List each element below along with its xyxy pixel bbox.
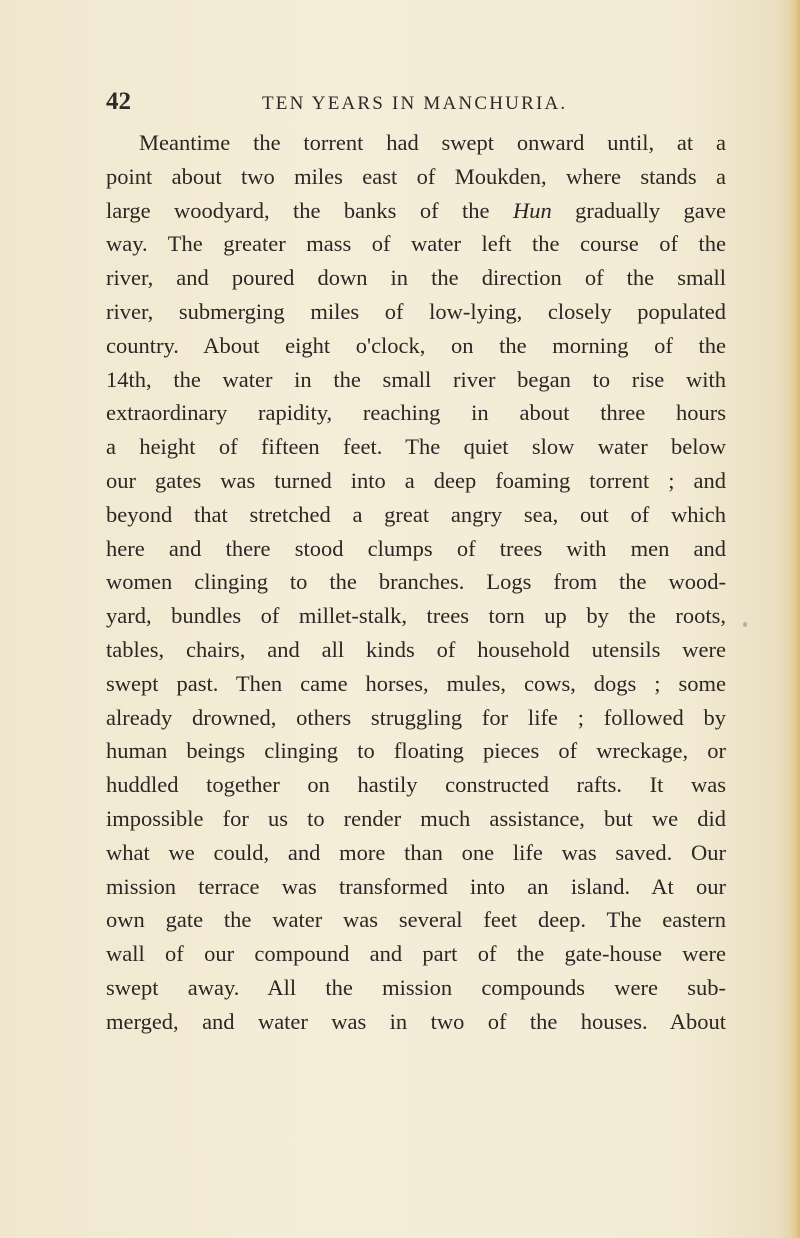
text-line: impossible for us to render much assistance, but we did — [106, 805, 726, 831]
text-line: Meantime the torrent had swept onward until, at a — [139, 130, 726, 155]
text-segment: gradually gave — [575, 197, 726, 223]
paper-speck — [743, 622, 747, 627]
text-line: merged, and water was in two of the houses. About — [106, 1008, 726, 1034]
text-line: human beings clinging to floating pieces of wreckage, or — [106, 738, 726, 764]
text-line: mission terrace was transformed into an island. At our — [106, 873, 726, 899]
text-segment: large woodyard, the banks of the — [106, 197, 490, 223]
text-line: wall of our compound and part of the gate-house were — [106, 941, 726, 967]
text-line: women clinging to the branches. Logs from the wood- — [106, 569, 726, 595]
page-edge-shading — [790, 0, 800, 1238]
text-line: here and there stood clumps of trees with men and — [106, 535, 726, 561]
italic-word: Hun — [512, 197, 552, 223]
text-line: already drowned, others struggling for life ; followed by — [106, 704, 726, 730]
text-line: way. The greater mass of water left the course of the — [106, 231, 726, 257]
text-line: river, submerging miles of low-lying, closely populated — [106, 298, 726, 324]
text-line: a height of fifteen feet. The quiet slow water below — [106, 434, 726, 460]
page-number: 42 — [106, 88, 131, 115]
text-line: extraordinary rapidity, reaching in about three hours — [106, 400, 726, 426]
text-line: huddled together on hastily constructed rafts. It was — [106, 772, 726, 798]
running-header — [0, 88, 800, 128]
body-text — [106, 126, 726, 1039]
text-line: 14th, the water in the small river began to rise with — [106, 366, 726, 392]
running-title: TEN YEARS IN MANCHURIA. — [262, 93, 568, 114]
text-line: river, and poured down in the direction of the small — [106, 265, 726, 291]
text-line: point about two miles east of Moukden, where stands a — [106, 163, 726, 189]
text-line: yard, bundles of millet-stalk, trees torn up by the roots, — [106, 603, 726, 629]
text-line: our gates was turned into a deep foaming torrent ; and — [106, 467, 726, 493]
text-line: swept past. Then came horses, mules, cows, dogs ; some — [106, 670, 726, 696]
text-line: country. About eight o'clock, on the morning of the — [106, 332, 726, 358]
text-line: beyond that stretched a great angry sea, out of which — [106, 501, 726, 527]
text-line: own gate the water was several feet deep. The eastern — [106, 907, 726, 933]
text-line: tables, chairs, and all kinds of household utensils were — [106, 636, 726, 662]
text-line: swept away. All the mission compounds were sub- — [106, 974, 726, 1000]
text-line — [106, 194, 726, 228]
text-line: what we could, and more than one life was saved. Our — [106, 839, 726, 865]
